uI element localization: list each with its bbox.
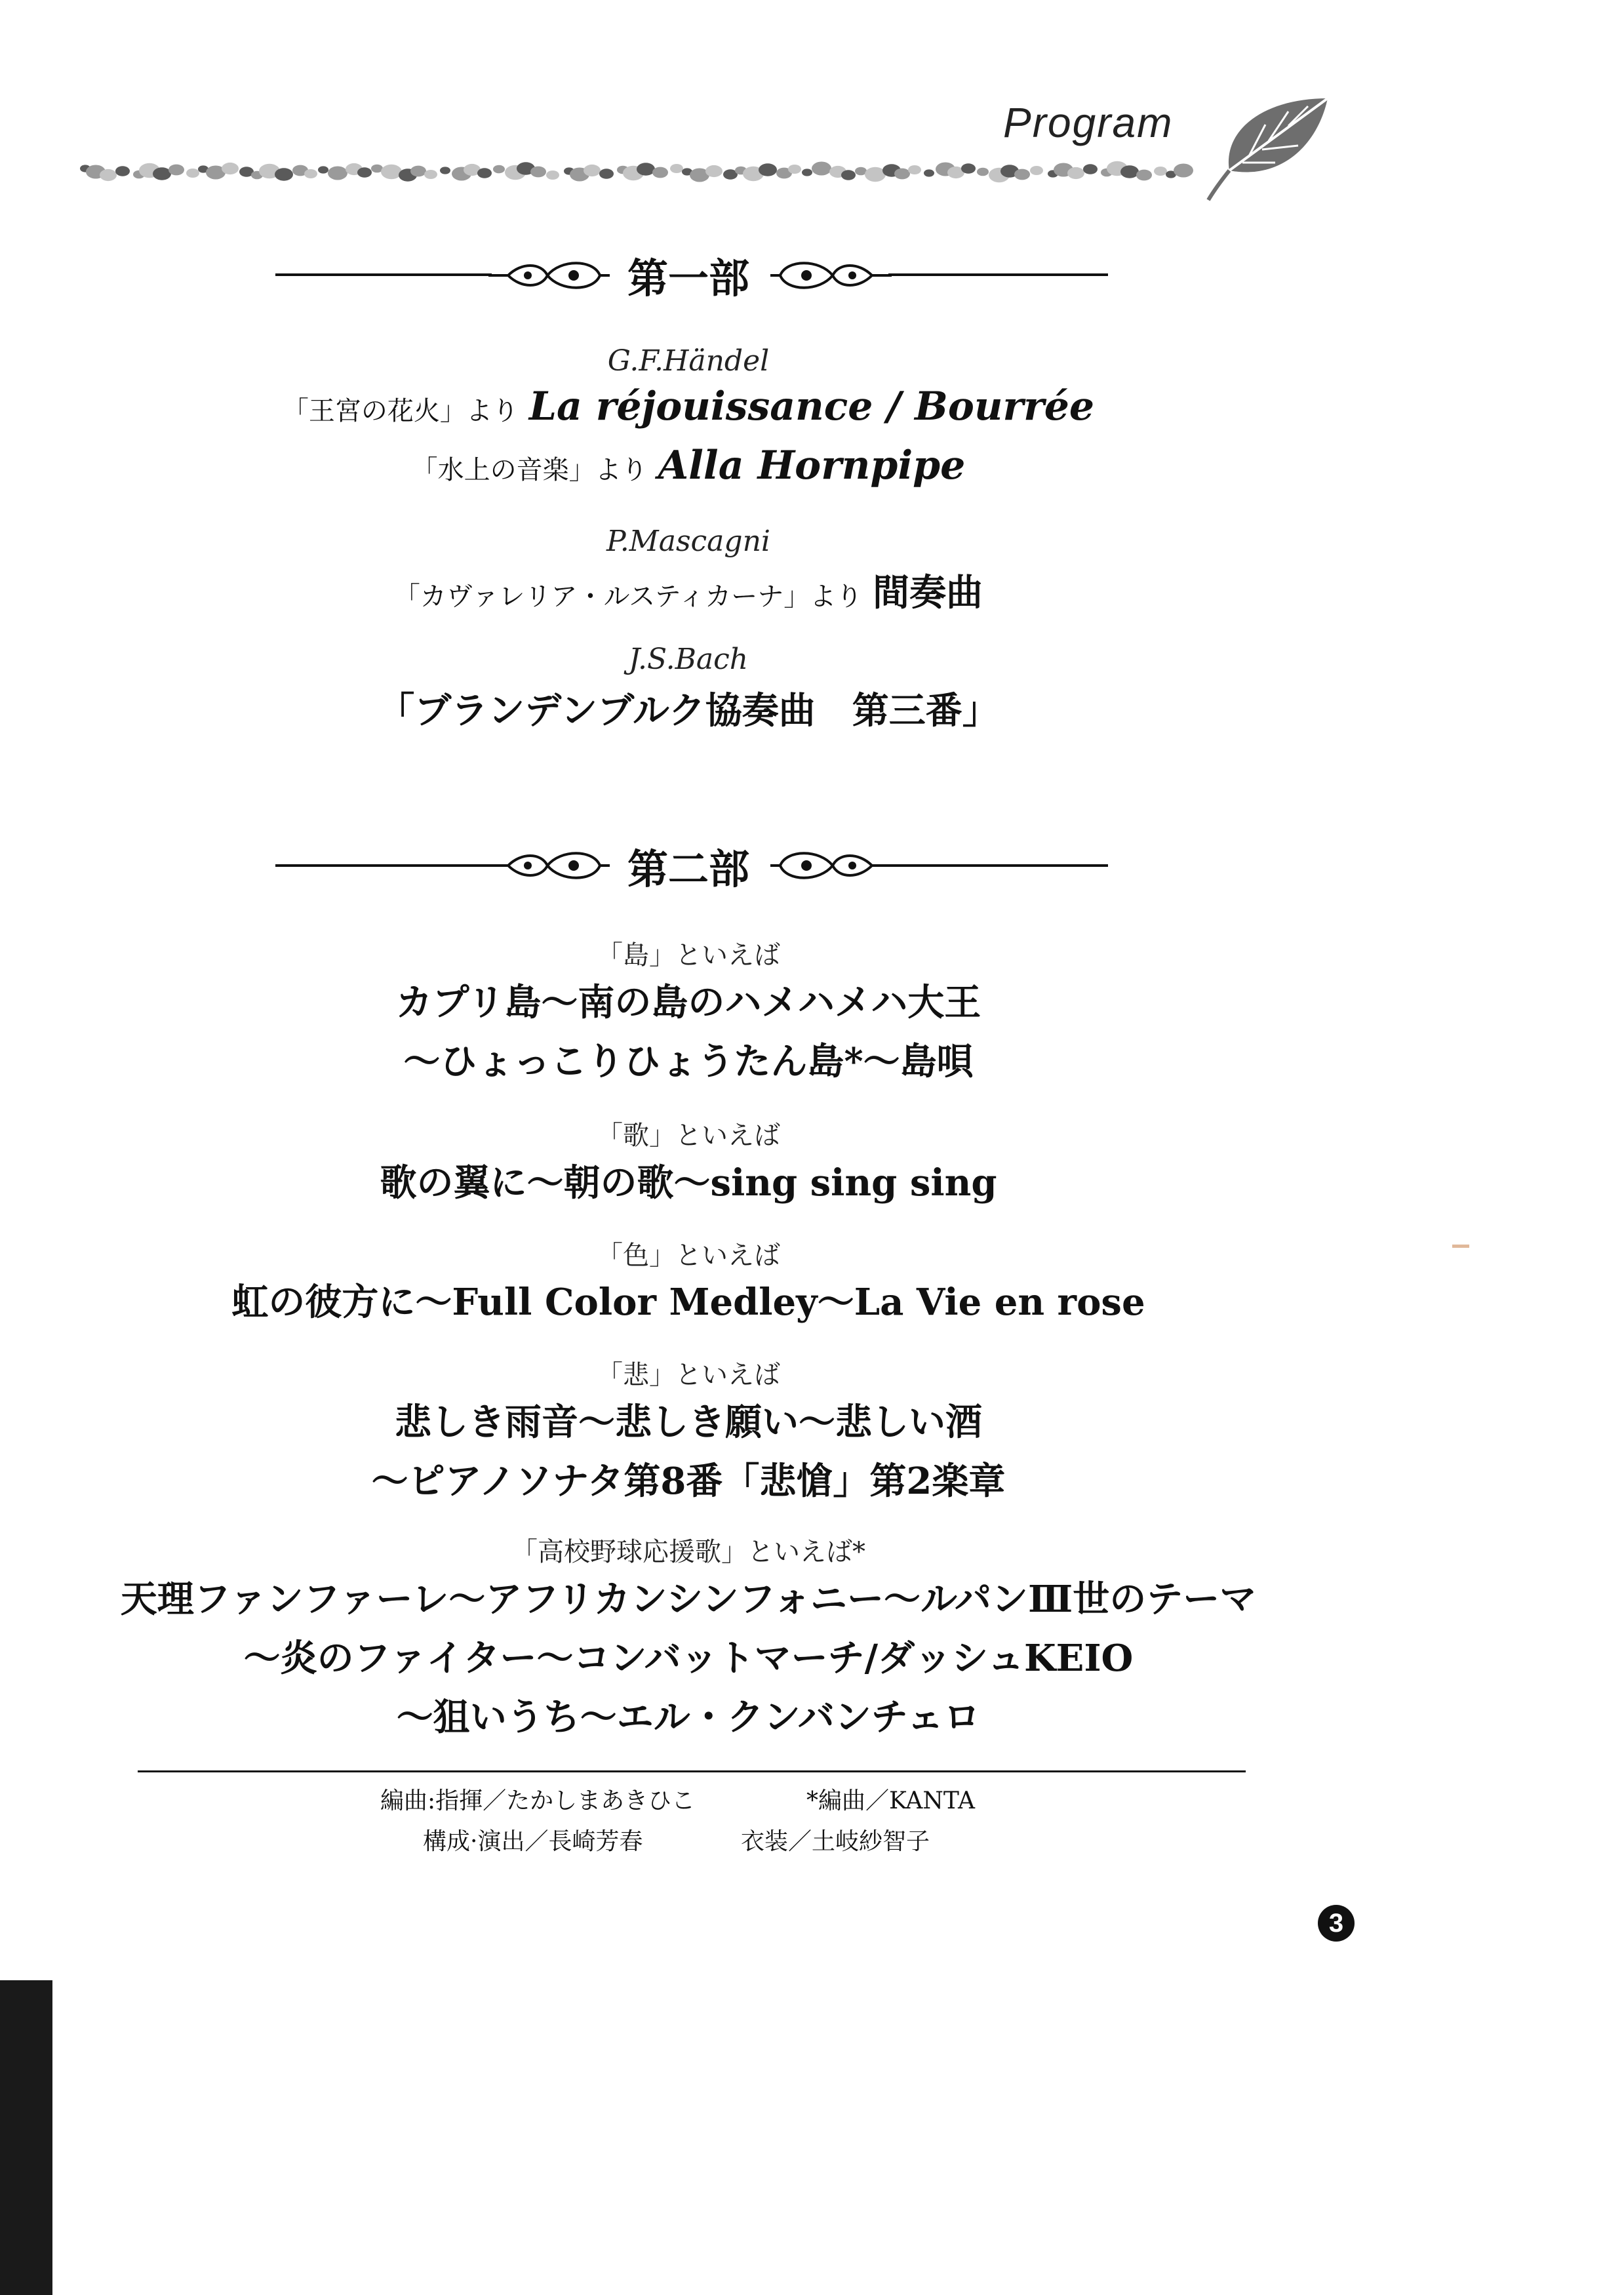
border-dot (788, 165, 801, 174)
border-dot (168, 165, 184, 176)
border-dot (357, 167, 372, 177)
border-dot (424, 170, 437, 179)
border-dot (1030, 166, 1043, 175)
piece-title: 間奏曲 (873, 571, 983, 614)
piece-title: La réjouissance / Bourrée (528, 384, 1095, 429)
song-line: 悲しき雨音〜悲しき願い〜悲しい酒 (395, 1401, 982, 1444)
border-dot (1154, 167, 1167, 176)
category-color: 「色」といえば (597, 1241, 780, 1271)
scroll-ornament-icon (767, 249, 898, 302)
credit-arrangement-conductor: 編曲:指揮／たかしまあきひこ (380, 1787, 696, 1814)
song-line: 〜炎のファイター〜コンバットマーチ/ダッシュKEIO (243, 1637, 1134, 1680)
border-dot (440, 167, 450, 174)
scroll-ornament-icon (482, 839, 613, 892)
border-dot (894, 169, 910, 180)
border-dot (318, 166, 328, 173)
piece-royal-fireworks (0, 384, 1377, 429)
song-line: 〜ピアノソナタ第8番「悲愴」第2楽章 (371, 1460, 1006, 1503)
border-dot (153, 167, 171, 180)
border-dot (1067, 167, 1084, 179)
border-dot (222, 163, 239, 174)
border-dot (637, 163, 655, 176)
border-dot (977, 168, 989, 176)
part2-rule-left (275, 864, 492, 867)
composer-handel: G.F.Händel (607, 344, 770, 378)
piece-prefix: 「水上の音楽」より (411, 455, 648, 485)
piece-prefix: 「カヴァレリア・ルスティカーナ」より (393, 582, 863, 612)
category-sorrow: 「悲」といえば (597, 1360, 780, 1390)
border-dot (546, 170, 559, 180)
part2-rule-right (888, 864, 1108, 867)
border-dot (924, 169, 934, 176)
scroll-ornament-icon (767, 839, 898, 892)
leaf-icon (1203, 92, 1334, 203)
piece-cavalleria (0, 564, 1377, 616)
border-dot (961, 163, 976, 173)
credits-divider (138, 1770, 1246, 1772)
song-line: カプリ島〜南の島のハメハメハ大王 (395, 981, 981, 1024)
piece-prefix: 「王宮の花火」より (282, 396, 519, 426)
category-song: 「歌」といえば (597, 1121, 780, 1151)
border-dot (328, 167, 347, 180)
border-dot (100, 169, 117, 181)
part1-title: 第一部 (627, 254, 749, 302)
border-dot (1083, 164, 1098, 174)
border-dot (493, 165, 505, 174)
border-dot (652, 167, 668, 178)
piece-title: Alla Hornpipe (658, 443, 966, 489)
decorative-dot-border (79, 152, 1206, 191)
song-line: 〜狙いうち〜エル・クンバンチェロ (396, 1696, 981, 1739)
border-dot (410, 166, 426, 177)
piece-water-music (0, 443, 1377, 489)
border-dot (1120, 165, 1139, 178)
border-dot (275, 168, 293, 181)
border-dot (381, 165, 402, 179)
credit-costume: 衣装／土岐紗智子 (741, 1828, 930, 1855)
piece-brandenburg: 「ブランデンブルク協奏曲 第三番」 (378, 689, 999, 732)
credit-direction: 構成·演出／長崎芳春 (423, 1828, 643, 1855)
category-island: 「島」といえば (597, 940, 780, 970)
border-dot (705, 165, 723, 177)
program-heading: Program (1003, 99, 1174, 146)
page-number: 3 (1318, 1905, 1355, 1942)
scan-mark (1452, 1245, 1469, 1248)
border-dot (1174, 164, 1193, 178)
border-dot (584, 165, 601, 176)
border-dot (530, 167, 546, 178)
scroll-ornament-icon (482, 249, 613, 302)
scan-edge-shadow (0, 1980, 52, 2295)
border-dot (304, 169, 317, 178)
border-dot (115, 166, 130, 176)
part2-title: 第二部 (627, 845, 749, 893)
border-dot (186, 169, 199, 178)
border-dot (865, 167, 886, 182)
border-dot (841, 170, 856, 180)
credit-arrangement-star: *編曲／KANTA (806, 1787, 975, 1814)
song-line: 虹の彼方に〜Full Color Medley〜La Vie en rose (231, 1281, 1145, 1324)
song-line: 天理ファンファーレ〜アフリカンシンフォニー〜ルパンⅢ世のテーマ (120, 1578, 1257, 1621)
border-dot (812, 162, 831, 176)
category-highschool-baseball: 「高校野球応援歌」といえば* (511, 1537, 865, 1567)
border-dot (1136, 170, 1152, 181)
song-line: 歌の翼に〜朝の歌〜sing sing sing (380, 1161, 997, 1205)
composer-mascagni: P.Mascagni (606, 525, 770, 558)
border-dot (477, 168, 492, 178)
song-line: 〜ひょっこりひょうたん島*〜島唄 (403, 1040, 974, 1083)
border-dot (599, 169, 614, 178)
border-dot (802, 169, 812, 176)
border-dot (670, 164, 683, 173)
border-dot (1014, 169, 1030, 180)
part1-rule-right (888, 273, 1108, 276)
composer-bach: J.S.Bach (628, 643, 749, 676)
part1-rule-left (275, 273, 492, 276)
border-dot (759, 163, 777, 176)
border-dot (908, 165, 921, 174)
